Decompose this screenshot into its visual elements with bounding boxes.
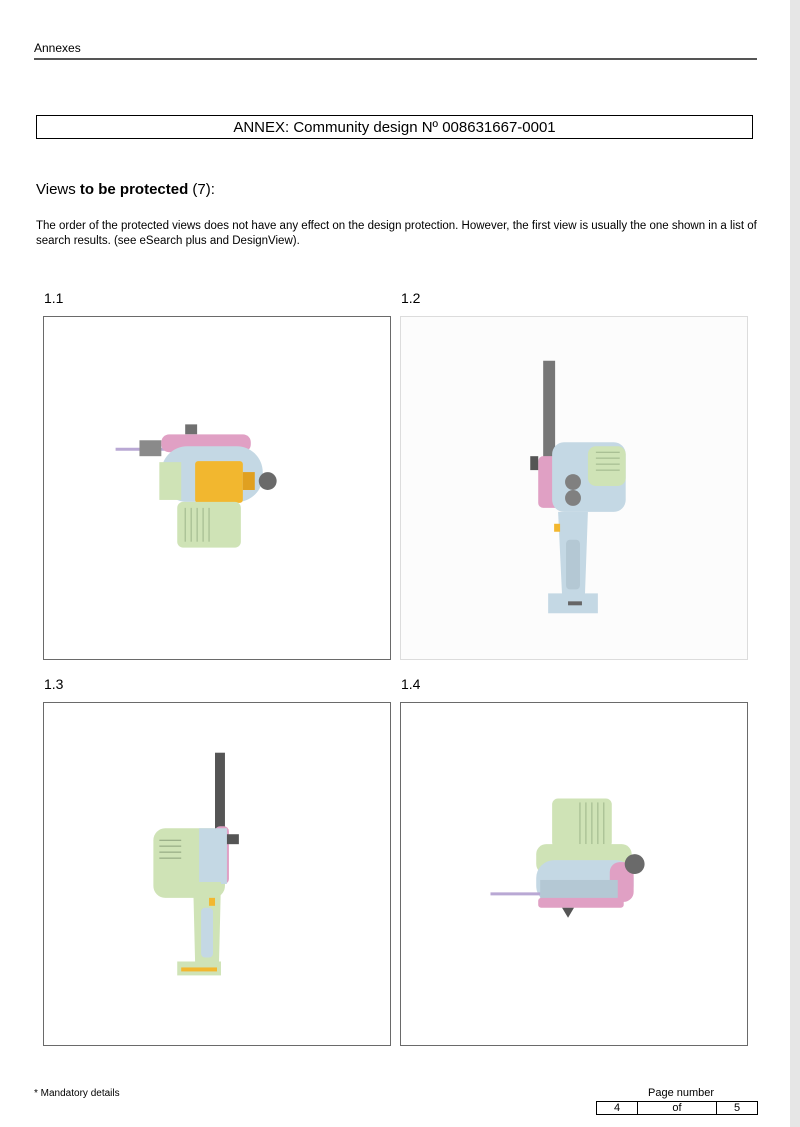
view-label-1-3: 1.3 — [44, 676, 64, 692]
power-tool-opposite-side-view-illustration — [44, 703, 390, 1045]
annex-title-box — [36, 115, 753, 139]
intro-text: The order of the protected views does not have any effect on the design protection. However, the first view is usually the one shown in a list of search results. (see eSearch plus and DesignView). — [36, 220, 757, 247]
page-number-total: 5 — [716, 1102, 757, 1114]
power-tool-bottom-view-illustration — [401, 703, 747, 1045]
page-number-box — [596, 1101, 758, 1115]
views-heading-prefix: Views — [36, 181, 80, 198]
view-label-1-4: 1.4 — [401, 676, 421, 692]
power-tool-side-view-illustration — [401, 317, 747, 659]
annex-title: ANNEX: Community design Nº 008631667-0001 — [233, 118, 556, 136]
view-label-1-1: 1.1 — [44, 290, 64, 306]
page-number-label: Page number — [648, 1087, 715, 1099]
page-edge — [790, 0, 800, 1127]
power-tool-top-view-illustration — [44, 317, 390, 659]
page-number-current: 4 — [597, 1102, 638, 1114]
view-image-1-2 — [400, 316, 748, 660]
page-number-of: of — [672, 1102, 682, 1114]
header-section-label: Annexes — [34, 41, 81, 55]
view-image-1-4 — [400, 702, 748, 1046]
mandatory-details-note: * Mandatory details — [34, 1088, 120, 1099]
views-heading-count: (7): — [188, 181, 215, 198]
view-image-1-1 — [43, 316, 391, 660]
views-heading-bold: to be protected — [79, 181, 189, 198]
header-rule — [34, 58, 757, 60]
views-heading — [36, 181, 215, 198]
view-label-1-2: 1.2 — [401, 290, 421, 306]
view-image-1-3 — [43, 702, 391, 1046]
